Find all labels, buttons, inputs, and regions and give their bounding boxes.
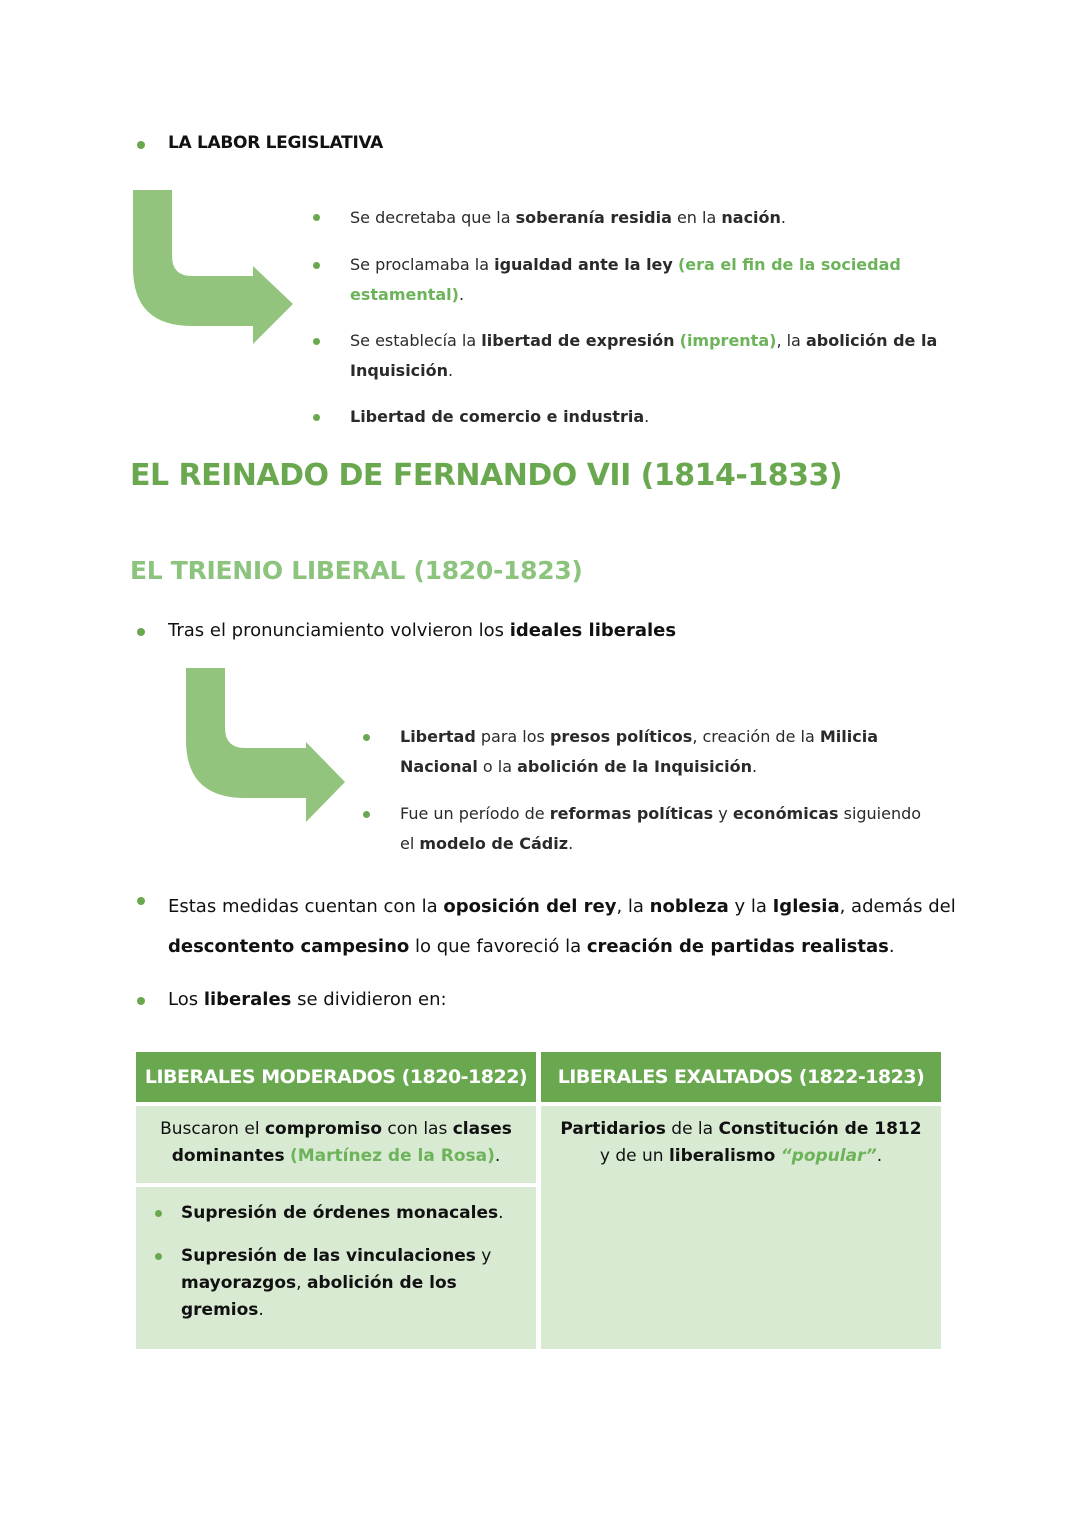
section-title-trienio: EL TRIENIO LIBERAL (1820-1823): [130, 556, 583, 585]
list-item: Supresión de las vinculaciones y mayorazgos, abolición de los gremios.: [147, 1243, 525, 1324]
trienio-sub-item-2: Fue un período de reformas políticas y económicas siguiendo el modelo de Cádiz.: [400, 804, 922, 853]
bullet-dot: [137, 897, 145, 905]
labor-item-2: Se proclamaba la igualdad ante la ley (era el fin de la sociedad estamental).: [350, 255, 901, 304]
bullet-dot: [313, 214, 320, 221]
bullet-dot: [363, 811, 370, 818]
trienio-sub-item-1: Libertad para los presos políticos, creación de la Milicia Nacional o la abolición de la Inquisición.: [400, 727, 878, 776]
arrow-icon: [130, 190, 300, 350]
labor-item-3: Se establecía la libertad de expresión (imprenta), la abolición de la Inquisición.: [350, 331, 938, 380]
page-title: EL REINADO DE FERNANDO VII (1814-1833): [130, 458, 843, 493]
liberales-table: [131, 1048, 946, 1353]
list-item: Supresión de órdenes monacales.: [147, 1200, 525, 1227]
labor-item-4: Libertad de comercio e industria.: [350, 407, 650, 426]
table-header-exaltados: LIBERALES EXALTADOS (1822-1823): [541, 1052, 941, 1102]
moderados-list: [137, 1188, 535, 1342]
section-heading-labor: LA LABOR LEGISLATIVA: [168, 133, 384, 153]
labor-item-1: Se decretaba que la soberanía residia en la nación.: [350, 208, 787, 227]
bullet-dot: [313, 338, 320, 345]
arrow-icon: [183, 668, 353, 828]
bullet-dot: [137, 628, 145, 636]
bullet-dot: [313, 262, 320, 269]
moderados-measures: [136, 1187, 536, 1349]
bullet-dot: [137, 141, 145, 149]
bullet-dot: [363, 734, 370, 741]
trienio-paragraph-3: Los liberales se dividieron en:: [168, 989, 447, 1010]
trienio-paragraph-1: Tras el pronunciamiento volvieron los ideales liberales: [168, 620, 677, 641]
bullet-dot: [137, 997, 145, 1005]
exaltados-description: Partidarios de la Constitución de 1812 y de un liberalismo “popular”.: [541, 1106, 941, 1349]
table-header-moderados: LIBERALES MODERADOS (1820-1822): [136, 1052, 536, 1102]
bullet-dot: [313, 414, 320, 421]
trienio-paragraph-2: Estas medidas cuentan con la oposición del rey, la nobleza y la Iglesia, además del descontento campesino lo que favoreció la creación de partidas realistas.: [168, 896, 956, 957]
moderados-description: Buscaron el compromiso con las clases dominantes (Martínez de la Rosa).: [136, 1106, 536, 1183]
